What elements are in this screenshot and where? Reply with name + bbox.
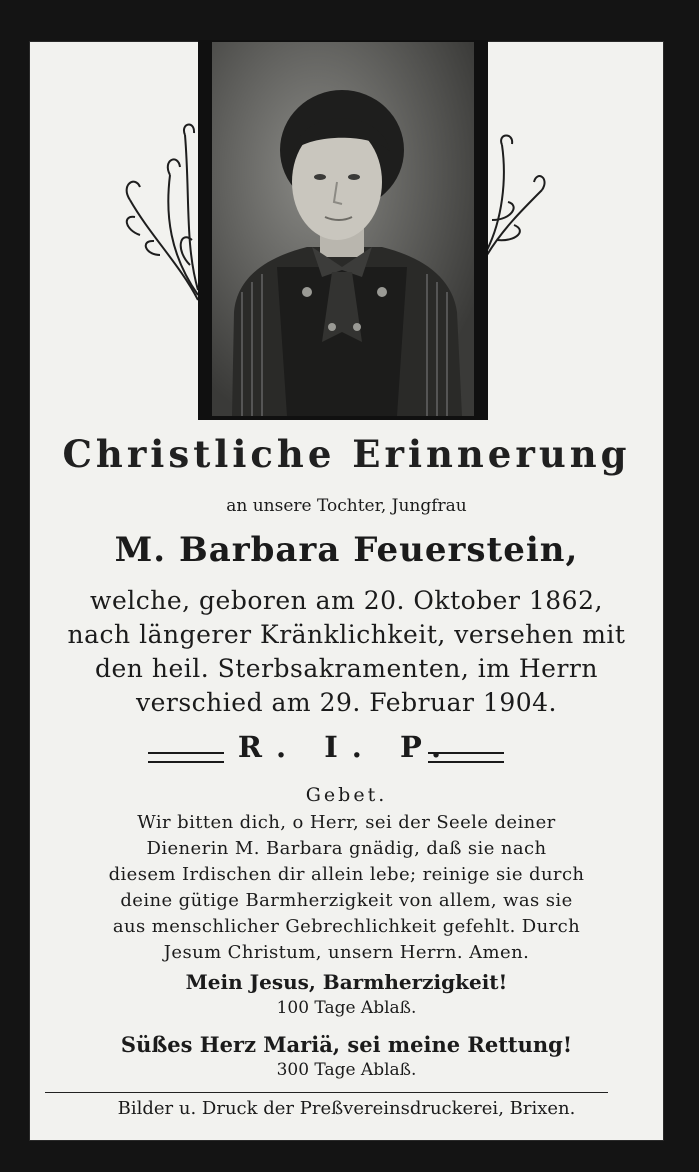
deceased-name: M. Barbara Feuerstein, <box>114 530 579 570</box>
card-subtitle: an unsere Tochter, Jungfrau <box>226 496 467 516</box>
body-line-death: verschied am 29. Februar 1904. <box>135 688 557 717</box>
prayer-line: Wir bitten dich, o Herr, sei der Seele deiner <box>137 812 556 833</box>
portrait-photo <box>198 40 488 420</box>
prayer-line: aus menschlicher Gebrechlichkeit gefehlt. Durch <box>112 916 581 937</box>
right-floral-ornament-icon <box>482 130 552 260</box>
prayer-line: Jesum Christum, unsern Herrn. Amen. <box>163 942 530 963</box>
prayer-line: Dienerin M. Barbara gnädig, daß sie nach <box>146 838 547 859</box>
portrait-image <box>212 42 474 416</box>
body-line-birth: welche, geboren am 20. Oktober 1862, <box>90 586 603 615</box>
footer-divider <box>45 1092 608 1093</box>
indulgence-300: 300 Tage Ablaß. <box>276 1060 417 1080</box>
rip-text: R. I. P. <box>237 730 456 764</box>
card-title: Christliche Erinnerung <box>62 432 631 476</box>
rip-rule-right <box>428 752 504 763</box>
printer-credit: Bilder u. Druck der Preßvereinsdruckerei, Brixen. <box>117 1098 576 1119</box>
indulgence-100: 100 Tage Ablaß. <box>276 998 417 1018</box>
prayer-title: Gebet. <box>305 784 388 806</box>
ejaculation-heart-mary: Süßes Herz Mariä, sei meine Rettung! <box>120 1032 573 1057</box>
body-line-sacraments: den heil. Sterbsakramenten, im Herrn <box>95 654 598 683</box>
body-line-illness: nach längerer Kränklichkeit, versehen mit <box>67 620 626 649</box>
ejaculation-jesus: Mein Jesus, Barmherzigkeit! <box>185 970 508 994</box>
left-floral-ornament-icon <box>110 115 205 305</box>
prayer-line: deine gütige Barmherzigkeit von allem, was sie <box>120 890 573 911</box>
prayer-line: diesem Irdischen dir allein lebe; reinige sie durch <box>108 864 585 885</box>
